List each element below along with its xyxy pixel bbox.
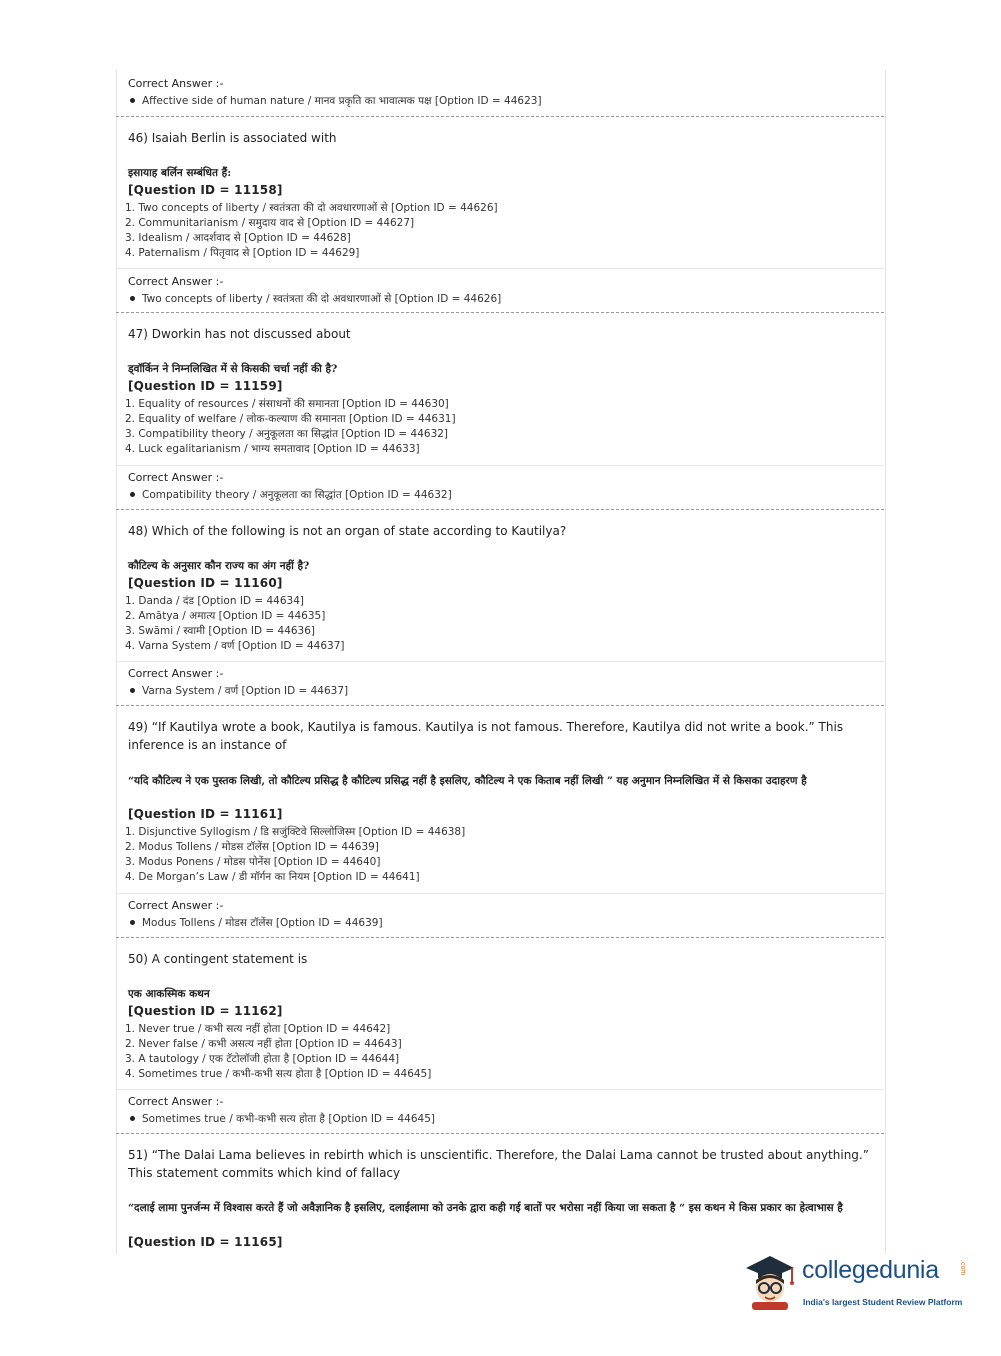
question-51 xyxy=(116,1134,884,1254)
option-2: 2. Equality of welfare / लोक-कल्याण की समानता [Option ID = 44631] xyxy=(125,413,456,425)
question-title: 46) Isaiah Berlin is associated with xyxy=(128,131,337,145)
option-1: 1. Equality of resources / संसाधनों की समानता [Option ID = 44630] xyxy=(125,398,449,410)
question-50 xyxy=(116,938,884,1134)
question-hindi: इसायाह बर्लिन सम्बंधित हैं: xyxy=(128,167,232,179)
question-id: [Question ID = 11159] xyxy=(128,379,283,393)
bullet-icon xyxy=(130,296,135,301)
question-hindi: ड्वॉर्किन ने निम्नलिखित में से किसकी चर्चा नहीं की है? xyxy=(128,363,338,375)
collegedunia-logo[interactable] xyxy=(740,1250,970,1312)
question-title: 49) “If Kautilya wrote a book, Kautilya is famous. Kautilya is not famous. Therefore, Kautilya did not write a book.” This inference is an instance of xyxy=(128,720,844,752)
option-3: 3. Modus Ponens / मोडस पोनेंस [Option ID = 44640] xyxy=(125,856,381,868)
question-id: [Question ID = 11162] xyxy=(128,1004,283,1018)
question-title: 51) “The Dalai Lama believes in rebirth which is unscientific. Therefore, the Dalai Lama cannot be trusted about anything.” This statement commits which kind of fallacy xyxy=(128,1148,869,1180)
question-id: [Question ID = 11161] xyxy=(128,807,283,821)
option-1: 1. Danda / दंड [Option ID = 44634] xyxy=(125,595,305,607)
option-4: 4. De Morgan’s Law / डी मॉर्गन का नियम [Option ID = 44641] xyxy=(125,871,420,883)
option-2: 2. Never false / कभी असत्य नहीं होता [Option ID = 44643] xyxy=(125,1038,402,1050)
answer-divider xyxy=(116,268,884,269)
option-4: 4. Luck egalitarianism / भाग्य समतावाद [Option ID = 44633] xyxy=(125,443,420,455)
option-3: 3. A tautology / एक टॅटोलॉजी होता है [Option ID = 44644] xyxy=(125,1053,400,1065)
option-4: 4. Paternalism / पितृवाद से [Option ID = 44629] xyxy=(125,247,360,259)
logo-wordmark: collegedunia xyxy=(802,1256,939,1284)
bullet-icon xyxy=(130,688,135,693)
correct-answer-label: Correct Answer :- xyxy=(128,1095,224,1108)
question-49 xyxy=(116,706,884,938)
bullet-icon xyxy=(130,98,135,103)
question-id: [Question ID = 11165] xyxy=(128,1235,283,1249)
option-1: 1. Disjunctive Syllogism / डि सजुंक्टिवे सिल्लोजिस्म [Option ID = 44638] xyxy=(125,826,466,838)
option-3: 3. Swāmi / स्वामी [Option ID = 44636] xyxy=(125,625,316,637)
question-hindi: कौटिल्य के अनुसार कौन राज्य का अंग नहीं है? xyxy=(128,560,310,572)
option-2: 2. Amātya / अमात्य [Option ID = 44635] xyxy=(125,610,326,622)
bullet-icon xyxy=(130,492,135,497)
correct-answer-item: Modus Tollens / मोडस टॉलेंस [Option ID = 44639] xyxy=(128,916,383,930)
graduate-mascot-icon xyxy=(740,1250,802,1312)
correct-answer-label: Correct Answer :- xyxy=(128,899,224,912)
question-id: [Question ID = 11158] xyxy=(128,183,283,197)
answer-divider xyxy=(116,661,884,662)
correct-answer-label: Correct Answer :- xyxy=(128,77,224,90)
option-3: 3. Idealism / आदर्शवाद से [Option ID = 44628] xyxy=(125,232,351,244)
correct-answer-item: Varna System / वर्ण [Option ID = 44637] xyxy=(128,684,348,698)
question-hindi: “दलाई लामा पुनर्जन्म में विश्वास करते हैं जो अवैज्ञानिक है इसलिए, दलाईलामा को उनके द्वारा कही गई बातों पर भरोसा नहीं किया जा सकता है “ इस कथन मे किस प्रकार का हेत्वाभास है xyxy=(128,1202,843,1214)
correct-answer-item: Affective side of human nature / मानव प्रकृति का भावात्मक पक्ष [Option ID = 44623] xyxy=(128,94,542,108)
bullet-icon xyxy=(130,920,135,925)
bullet-icon xyxy=(130,1116,135,1121)
option-2: 2. Communitarianism / समुदाय वाद से [Option ID = 44627] xyxy=(125,217,415,229)
question-title: 48) Which of the following is not an organ of state according to Kautilya? xyxy=(128,524,567,538)
question-47 xyxy=(116,313,884,509)
question-id: [Question ID = 11160] xyxy=(128,576,283,590)
option-4: 4. Varna System / वर्ण [Option ID = 44637] xyxy=(125,640,345,652)
correct-answer-item: Two concepts of liberty / स्वतंत्रता की दो अवधारणाओं से [Option ID = 44626] xyxy=(128,292,501,306)
question-hindi: एक आकस्मिक कथन xyxy=(128,988,210,1000)
option-3: 3. Compatibility theory / अनुकूलता का सिद्धांत [Option ID = 44632] xyxy=(125,428,449,440)
option-1: 1. Two concepts of liberty / स्वतंत्रता की दो अवधारणाओं से [Option ID = 44626] xyxy=(125,202,498,214)
logo-tagline: India's largest Student Review Platform xyxy=(803,1297,963,1307)
question-46 xyxy=(116,117,884,313)
question-48 xyxy=(116,510,884,706)
correct-answer-label: Correct Answer :- xyxy=(128,667,224,680)
answer-divider xyxy=(116,893,884,894)
question-hindi: “यदि कौटिल्य ने एक पुस्तक लिखी, तो कौटिल्य प्रसिद्ध है कौटिल्य प्रसिद्ध नहीं है इसलिए, कौटिल्य ने एक किताब नहीं लिखी ” यह अनुमान निम्नलिखित में से किसका उदाहरण है xyxy=(128,775,807,787)
answer-divider xyxy=(116,1089,884,1090)
question-title: 47) Dworkin has not discussed about xyxy=(128,327,351,341)
option-4: 4. Sometimes true / कभी-कभी सत्य होता है [Option ID = 44645] xyxy=(125,1068,432,1080)
correct-answer-item: Sometimes true / कभी-कभी सत्य होता है [Option ID = 44645] xyxy=(128,1112,435,1126)
correct-answer-label: Correct Answer :- xyxy=(128,471,224,484)
correct-answer-item: Compatibility theory / अनुकूलता का सिद्धांत [Option ID = 44632] xyxy=(128,488,452,502)
option-2: 2. Modus Tollens / मोडस टॉलेंस [Option ID = 44639] xyxy=(125,841,379,853)
question-title: 50) A contingent statement is xyxy=(128,952,308,966)
correct-answer-label: Correct Answer :- xyxy=(128,275,224,288)
answer-divider xyxy=(116,465,884,466)
previous-answer-block xyxy=(116,70,884,118)
logo-domain-suffix: .com xyxy=(959,1260,966,1276)
option-1: 1. Never true / कभी सत्य नहीं होता [Option ID = 44642] xyxy=(125,1023,391,1035)
